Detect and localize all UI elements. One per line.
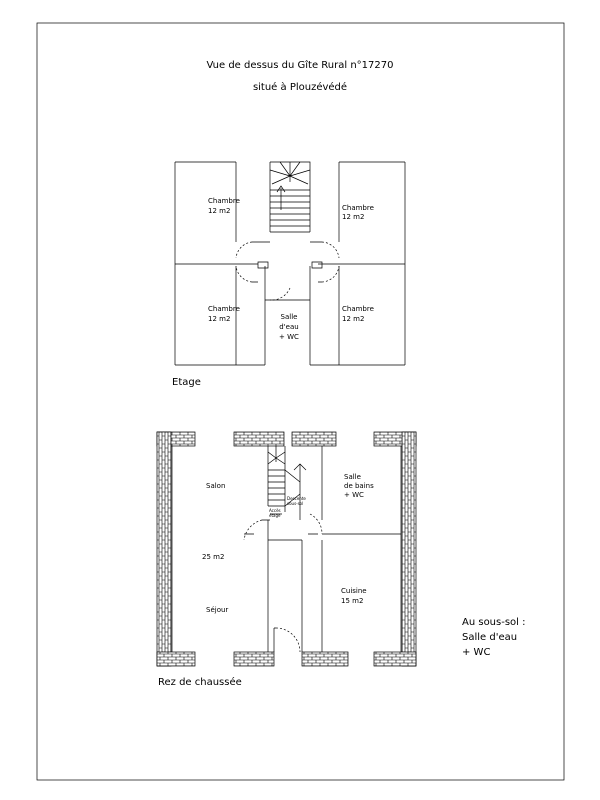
room-area: 12 m2 xyxy=(208,207,231,215)
room-label-chambre: Chambre xyxy=(342,305,374,313)
room-label-salon: Salon xyxy=(206,482,226,490)
room-label-cuisine: Cuisine xyxy=(341,587,367,595)
rdc-plan xyxy=(157,432,416,666)
room-area: 15 m2 xyxy=(341,597,364,605)
room-label-salle-eau: d'eau xyxy=(279,323,299,331)
room-label-salle-eau: Salle xyxy=(280,313,298,321)
room-area: 12 m2 xyxy=(342,315,365,323)
room-label-salle-bains: de bains xyxy=(344,482,374,490)
room-label-chambre: Chambre xyxy=(208,197,240,205)
page-title: Vue de dessus du Gîte Rural n°17270 xyxy=(206,60,394,71)
room-area: 12 m2 xyxy=(342,213,365,221)
room-label-salle-bains: Salle xyxy=(344,473,361,481)
room-label-chambre: Chambre xyxy=(342,204,374,212)
room-label-sejour: Séjour xyxy=(206,606,229,614)
sheet-border xyxy=(37,23,564,780)
basement-note-wc: + WC xyxy=(462,647,491,658)
rdc-heading: Rez de chaussée xyxy=(158,677,242,688)
basement-note-room: Salle d'eau xyxy=(462,632,518,643)
stair-label-descente: Descente sous-sol xyxy=(287,496,306,506)
room-label-wc: + WC xyxy=(279,333,299,341)
rdc-interior xyxy=(172,446,401,652)
stair-label-acces: Accès étage xyxy=(269,508,281,518)
room-label-wc: + WC xyxy=(344,491,364,499)
room-area: 12 m2 xyxy=(208,315,231,323)
page-subtitle: situé à Plouzévédé xyxy=(252,82,348,93)
room-label-chambre: Chambre xyxy=(208,305,240,313)
room-area: 25 m2 xyxy=(202,553,225,561)
basement-note-title: Au sous-sol : xyxy=(462,617,526,628)
etage-heading: Etage xyxy=(172,377,201,388)
